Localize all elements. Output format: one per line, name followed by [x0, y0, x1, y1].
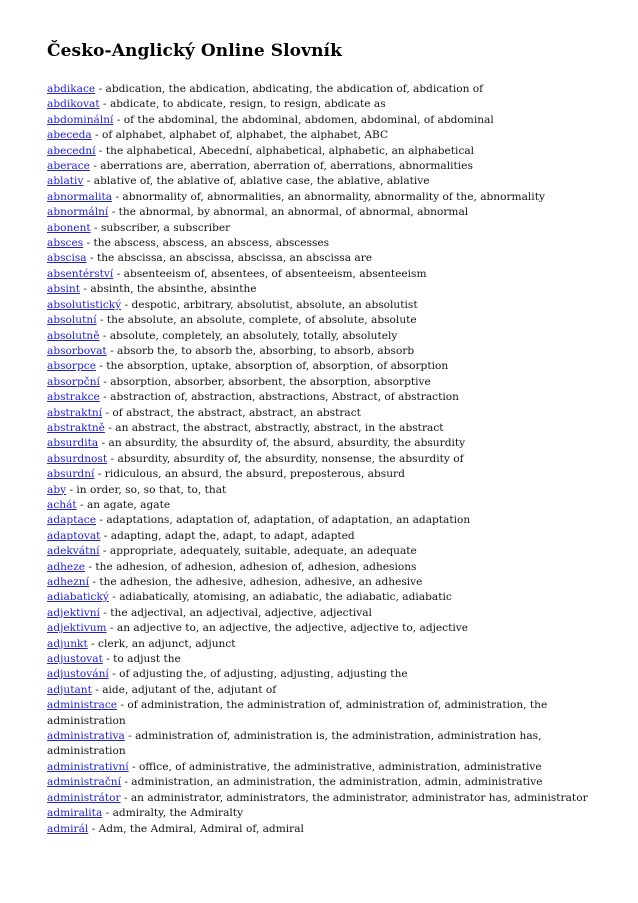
entry-term-link[interactable]: abonent: [47, 221, 91, 234]
entry-separator: -: [89, 160, 101, 173]
dictionary-entry: [47, 467, 607, 482]
entry-separator: -: [102, 406, 113, 419]
entry-definition: adiabatically, atomising, an adiabatic, the adiabatic, adiabatic: [119, 591, 452, 604]
entry-separator: -: [99, 391, 111, 404]
entry-separator: -: [99, 545, 110, 558]
dictionary-entry: [47, 82, 607, 97]
dictionary-entry: [47, 282, 607, 297]
entry-definition: of abstract, the abstract, abstract, an abstract: [112, 406, 361, 419]
entry-definition: abstraction of, abstraction, abstractions, Abstract, of abstraction: [110, 391, 459, 404]
dictionary-entry: [47, 97, 607, 112]
entry-term-link[interactable]: aby: [47, 483, 67, 496]
entry-term-link[interactable]: adjutant: [47, 683, 92, 696]
dictionary-entry: [47, 498, 607, 513]
entry-separator: -: [120, 776, 132, 789]
entry-separator: -: [100, 529, 111, 542]
dictionary-entry: [47, 667, 607, 682]
entry-separator: -: [102, 653, 114, 666]
entry-definition: absorption, absorber, absorbent, the absorption, absorptive: [110, 375, 431, 388]
dictionary-entry: [47, 452, 607, 467]
entry-separator: -: [121, 298, 132, 311]
dictionary-entry: [47, 683, 607, 698]
entry-separator: -: [83, 237, 94, 250]
dictionary-entry: [47, 359, 607, 374]
entry-separator: -: [99, 606, 111, 619]
entry-definition: appropriate, adequately, suitable, adequate, an adequate: [109, 545, 417, 558]
entry-separator: -: [95, 144, 106, 157]
entry-separator: -: [108, 206, 119, 219]
entry-term-link[interactable]: adjektivum: [47, 622, 107, 635]
entry-term-link[interactable]: adjustovat: [47, 653, 103, 666]
dictionary-entry: [47, 775, 607, 790]
entry-separator: -: [117, 699, 128, 712]
entry-term-link[interactable]: absurdnost: [47, 452, 108, 465]
entry-term-link[interactable]: adaptovat: [47, 529, 101, 542]
entry-term-link[interactable]: adaptace: [47, 514, 96, 527]
dictionary-entry: [47, 760, 607, 775]
page-title: Česko-Anglický Online Slovník: [47, 41, 342, 61]
entry-term-link[interactable]: abecední: [47, 144, 96, 157]
entry-definition: administration, an administration, the administration, admin, administrative: [131, 776, 543, 789]
entry-definition: the absorption, uptake, absorption of, absorption, of absorption: [106, 360, 449, 373]
dictionary-entry: [47, 590, 607, 605]
dictionary-entry: [47, 822, 607, 837]
dictionary-entry: [47, 375, 607, 390]
entry-definition: abdicate, to abdicate, resign, to resign, abdicate as: [109, 98, 386, 111]
entry-term-link[interactable]: administrátor: [47, 791, 121, 804]
entry-definition: abnormality of, abnormalities, an abnormality, abnormality of the, abnormality: [122, 190, 545, 203]
dictionary-page: [47, 40, 607, 837]
entry-separator: -: [83, 175, 94, 188]
entry-definition: ridiculous, an absurd, the absurd, preposterous, absurd: [104, 468, 405, 481]
entry-separator: -: [99, 375, 111, 388]
entry-term-link[interactable]: admirál: [47, 822, 89, 835]
entry-separator: -: [76, 498, 87, 511]
dictionary-entry: [47, 560, 607, 575]
entry-term-link[interactable]: absolutní: [47, 314, 97, 327]
entry-separator: -: [112, 190, 123, 203]
entry-term-link[interactable]: absces: [47, 237, 84, 250]
dictionary-entry: [47, 729, 607, 760]
dictionary-entry: [47, 205, 607, 220]
dictionary-entry: [47, 190, 607, 205]
dictionary-entry: [47, 544, 607, 559]
entry-term-link[interactable]: adjunkt: [47, 637, 88, 650]
dictionary-entry: [47, 329, 607, 344]
entry-definition: an adjective to, an adjective, the adjective, adjective to, adjective: [116, 622, 469, 635]
entry-separator: -: [106, 622, 117, 635]
entry-definition: of the abdominal, the abdominal, abdomen, abdominal, of abdominal: [123, 113, 494, 126]
dictionary-entry: [47, 267, 607, 282]
entry-definition: the abscess, abscess, an abscess, abscesses: [93, 237, 330, 250]
entry-definition: absinth, the absinthe, absinthe: [90, 283, 257, 296]
entry-definition: absenteeism of, absentees, of absenteeism, absenteeism: [123, 267, 427, 280]
entry-term-link[interactable]: absurdita: [47, 437, 99, 450]
dictionary-entry: [47, 406, 607, 421]
entry-definition: the adjectival, an adjectival, adjective, adjectival: [110, 606, 372, 619]
entry-definition: absurdity, absurdity of, the absurdity, nonsense, the absurdity of: [117, 452, 464, 465]
dictionary-entry: [47, 637, 607, 652]
entry-separator: -: [94, 468, 105, 481]
entry-definition: subscriber, a subscriber: [100, 221, 231, 234]
entry-term-link[interactable]: absorpční: [47, 375, 100, 388]
dictionary-entry: [47, 344, 607, 359]
dictionary-entry: [47, 251, 607, 266]
entry-definition: clerk, an adjunct, adjunct: [98, 637, 236, 650]
entry-definition: in order, so, so that, to, that: [76, 483, 227, 496]
entry-term-link[interactable]: abdominální: [47, 113, 114, 126]
entry-definition: adaptations, adaptation of, adaptation, of adaptation, an adaptation: [106, 514, 471, 527]
entry-term-link[interactable]: abnormalita: [47, 190, 113, 203]
entry-definition: the alphabetical, Abecední, alphabetical, alphabetic, an alphabetical: [105, 144, 475, 157]
entry-definition: adapting, adapt the, adapt, to adapt, adapted: [110, 529, 355, 542]
entry-definition: Adm, the Admiral, Admiral of, admiral: [98, 822, 304, 835]
entry-separator: -: [87, 637, 99, 650]
entry-definition: administration of, administration is, the administration, administration has, administration: [47, 730, 542, 758]
entry-term-link[interactable]: abstraktně: [47, 421, 105, 434]
entry-definition: to adjust the: [113, 653, 181, 666]
entry-term-link[interactable]: abnormální: [47, 206, 109, 219]
dictionary-entry: [47, 113, 607, 128]
entry-definition: the absolute, an absolute, complete, of absolute, absolute: [106, 314, 417, 327]
entry-term-link[interactable]: abdikace: [47, 83, 96, 95]
entry-definition: an absurdity, the absurdity of, the absurd, absurdity, the absurdity: [108, 437, 466, 450]
entry-term-link[interactable]: achát: [47, 498, 77, 511]
entry-term-link[interactable]: administrativní: [47, 760, 129, 773]
entry-term-link[interactable]: adiabatický: [47, 591, 109, 604]
entry-separator: -: [107, 452, 118, 465]
dictionary-entry: [47, 174, 607, 189]
entry-term-link[interactable]: absorpce: [47, 360, 96, 373]
entry-term-link[interactable]: abdikovat: [47, 98, 100, 111]
entry-list: [47, 82, 607, 837]
dictionary-entry: [47, 483, 607, 498]
entry-separator: -: [120, 791, 131, 804]
dictionary-entry: [47, 159, 607, 174]
dictionary-entry: [47, 621, 607, 636]
entry-separator: -: [124, 730, 136, 743]
entry-definition: an abstract, the abstract, abstractly, abstract, in the abstract: [115, 421, 444, 434]
entry-definition: absolute, completely, an absolutely, totally, absolutely: [109, 329, 398, 342]
dictionary-entry: [47, 390, 607, 405]
entry-term-link[interactable]: abscisa: [47, 252, 87, 265]
entry-separator: -: [99, 98, 110, 111]
dictionary-entry: [47, 698, 607, 729]
entry-definition: the adhesion, of adhesion, adhesion of, adhesion, adhesions: [95, 560, 417, 573]
dictionary-entry: [47, 806, 607, 821]
dictionary-entry: [47, 436, 607, 451]
entry-definition: of alphabet, alphabet of, alphabet, the alphabet, ABC: [102, 129, 389, 142]
entry-term-link[interactable]: abeceda: [47, 129, 92, 142]
entry-definition: aberrations are, aberration, aberration of, aberrations, abnormalities: [100, 160, 473, 173]
entry-term-link[interactable]: adekvátní: [47, 545, 100, 558]
entry-term-link[interactable]: adjustování: [47, 668, 109, 681]
entry-separator: -: [85, 560, 96, 573]
entry-separator: -: [91, 683, 103, 696]
entry-definition: admiralty, the Admiralty: [112, 807, 244, 820]
dictionary-entry: [47, 313, 607, 328]
entry-separator: -: [104, 421, 116, 434]
entry-separator: -: [113, 113, 124, 126]
dictionary-entry: [47, 513, 607, 528]
entry-term-link[interactable]: adjektivní: [47, 606, 100, 619]
entry-term-link[interactable]: absolutistický: [47, 298, 122, 311]
dictionary-entry: [47, 221, 607, 236]
entry-separator: -: [90, 221, 101, 234]
entry-definition: abdication, the abdication, abdicating, the abdication of, abdication of: [105, 83, 484, 95]
entry-definition: an administrator, administrators, the administrator, administrator has, administrator: [130, 791, 588, 804]
entry-term-link[interactable]: absentérství: [47, 267, 114, 280]
entry-term-link[interactable]: absolutně: [47, 329, 100, 342]
entry-separator: -: [108, 668, 120, 681]
entry-separator: -: [88, 576, 100, 588]
entry-term-link[interactable]: abstrakce: [47, 391, 100, 404]
entry-term-link[interactable]: abstraktní: [47, 406, 103, 419]
entry-separator: -: [95, 83, 106, 95]
entry-term-link[interactable]: administrační: [47, 776, 121, 789]
dictionary-entry: [47, 421, 607, 436]
entry-term-link[interactable]: admiralita: [47, 807, 103, 820]
dictionary-entry: [47, 606, 607, 621]
entry-separator: -: [99, 329, 110, 342]
entry-definition: aide, adjutant of the, adjutant of: [102, 683, 277, 696]
entry-separator: -: [96, 314, 107, 327]
entry-definition: office, of administrative, the administrative, administration, administrative: [139, 760, 542, 773]
entry-separator: -: [80, 283, 91, 296]
dictionary-entry: [47, 529, 607, 544]
entry-separator: -: [86, 252, 97, 265]
entry-term-link[interactable]: aberace: [47, 160, 90, 173]
dictionary-entry: [47, 128, 607, 143]
entry-definition: the abnormal, by abnormal, an abnormal, of abnormal, abnormal: [118, 206, 469, 219]
entry-separator: -: [95, 360, 107, 373]
entry-term-link[interactable]: absurdní: [47, 468, 95, 481]
entry-separator: -: [66, 483, 77, 496]
dictionary-entry: [47, 298, 607, 313]
dictionary-entry: [47, 236, 607, 251]
entry-separator: -: [98, 437, 109, 450]
entry-separator: -: [91, 129, 102, 142]
entry-separator: -: [128, 760, 139, 773]
entry-separator: -: [102, 807, 113, 820]
entry-definition: despotic, arbitrary, absolutist, absolute, an absolutist: [131, 298, 418, 311]
dictionary-entry: [47, 791, 607, 806]
entry-term-link[interactable]: administrativa: [47, 730, 125, 743]
entry-separator: -: [106, 344, 118, 357]
entry-definition: ablative of, the ablative of, ablative case, the ablative, ablative: [93, 175, 430, 188]
entry-definition: of administration, the administration of, administration of, administration, the administration: [47, 699, 548, 727]
entry-separator: -: [95, 514, 107, 527]
entry-definition: of adjusting the, of adjusting, adjusting, adjusting the: [119, 668, 408, 681]
entry-term-link[interactable]: administrace: [47, 699, 118, 712]
entry-term-link[interactable]: adheze: [47, 560, 86, 573]
entry-term-link[interactable]: absorbovat: [47, 344, 107, 357]
dictionary-entry: [47, 144, 607, 159]
entry-term-link[interactable]: ablativ: [47, 175, 84, 188]
dictionary-entry: [47, 652, 607, 667]
entry-term-link[interactable]: adhezní: [47, 576, 89, 588]
entry-separator: -: [108, 591, 120, 604]
entry-separator: -: [113, 267, 124, 280]
entry-definition: the adhesion, the adhesive, adhesion, adhesive, an adhesive: [99, 576, 423, 588]
entry-definition: absorb the, to absorb the, absorbing, to absorb, absorb: [117, 344, 415, 357]
dictionary-entry: [47, 575, 607, 590]
entry-definition: an agate, agate: [86, 498, 171, 511]
entry-term-link[interactable]: absint: [47, 283, 81, 296]
entry-separator: -: [88, 822, 99, 835]
entry-definition: the abscissa, an abscissa, abscissa, an abscissa are: [96, 252, 373, 265]
